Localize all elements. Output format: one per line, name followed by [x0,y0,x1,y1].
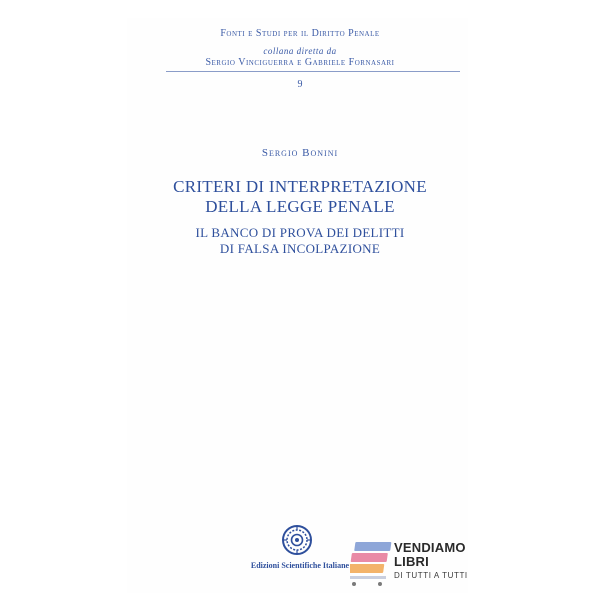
series-divider [166,71,460,72]
series-name: Fonti e Studi per il Diritto Penale [220,28,380,39]
series-direction-note: collana diretta da [263,46,337,56]
book-cover [127,18,468,593]
badge-line-1: VENDIAMO [394,540,466,555]
publisher-name: Edizioni Scientifiche Italiane [250,561,350,570]
volume-number: 9 [297,79,303,90]
series-editors: Sergio Vinciguerra e Gabriele Fornasari [205,57,395,68]
book-title-line-1: CRITERI DI INTERPRETAZIONE [173,177,427,196]
book-title-line-2: DELLA LEGGE PENALE [205,197,395,216]
badge-tagline: DI TUTTI A TUTTI [394,571,468,580]
book-subtitle-line-2: DI FALSA INCOLPAZIONE [219,241,381,256]
badge-line-2: LIBRI [394,554,429,569]
esi-emblem-icon [281,524,313,556]
book-subtitle-line-1: IL BANCO DI PROVA DEI DELITTI [195,225,405,240]
book-author: Sergio Bonini [261,147,339,159]
